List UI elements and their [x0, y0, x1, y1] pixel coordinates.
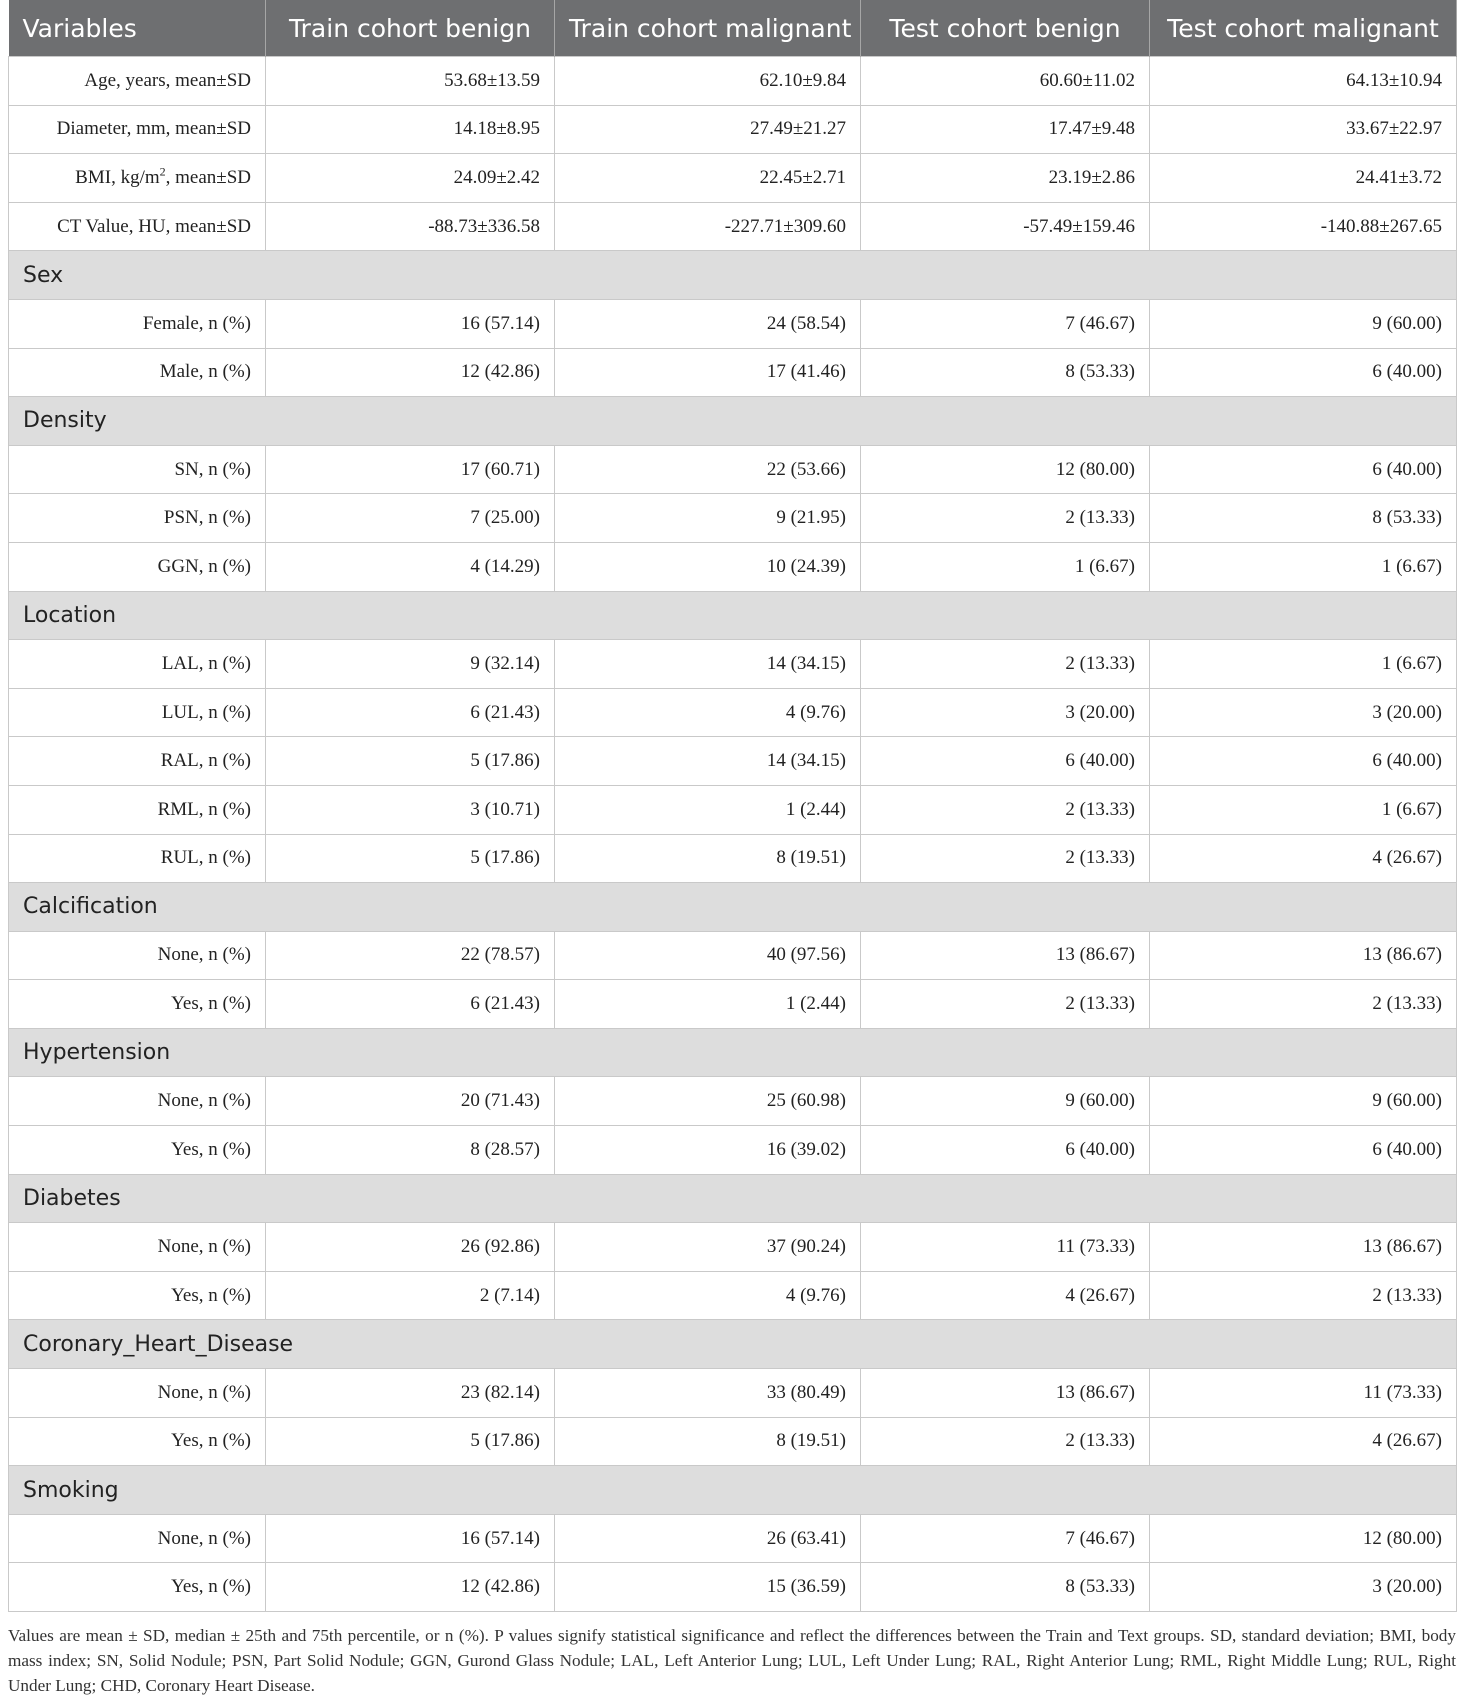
- cell: 4 (26.67): [1150, 834, 1457, 883]
- table-row: [9, 154, 1457, 203]
- cell: 13 (86.67): [1150, 1223, 1457, 1272]
- cell: 4 (26.67): [1150, 1417, 1457, 1466]
- cell: 10 (24.39): [555, 542, 861, 591]
- table-row: [9, 1126, 1457, 1175]
- cohort-characteristics-table: [8, 0, 1457, 1612]
- cell: 4 (14.29): [266, 542, 555, 591]
- cell: 40 (97.56): [555, 931, 861, 980]
- cell: 2 (13.33): [861, 834, 1150, 883]
- cell: 4 (26.67): [861, 1271, 1150, 1320]
- bmi-label-pre: BMI, kg/m: [75, 166, 160, 188]
- table-row: [9, 931, 1457, 980]
- row-label: LUL, n (%): [9, 688, 266, 737]
- row-label: [9, 154, 266, 203]
- cell: 9 (60.00): [861, 1077, 1150, 1126]
- section-header-row: [9, 1174, 1457, 1223]
- row-label: RML, n (%): [9, 785, 266, 834]
- cell: 2 (13.33): [861, 1417, 1150, 1466]
- header-train-benign: Train cohort benign: [266, 0, 555, 57]
- cell: 2 (13.33): [861, 494, 1150, 543]
- table-row: [9, 1369, 1457, 1418]
- cell: 33.67±22.97: [1150, 105, 1457, 154]
- row-label: None, n (%): [9, 1223, 266, 1272]
- section-title: Location: [9, 591, 1457, 640]
- table-row: [9, 1077, 1457, 1126]
- cell: 16 (57.14): [266, 1514, 555, 1563]
- table-body: [9, 57, 1457, 1612]
- table-row: [9, 542, 1457, 591]
- table-row: [9, 785, 1457, 834]
- row-label: Yes, n (%): [9, 1417, 266, 1466]
- cell: 14 (34.15): [555, 737, 861, 786]
- table-row: [9, 1514, 1457, 1563]
- cell: 23 (82.14): [266, 1369, 555, 1418]
- header-variables: Variables: [9, 0, 266, 57]
- table-row: [9, 640, 1457, 689]
- cell: 2 (13.33): [1150, 1271, 1457, 1320]
- cell: 12 (80.00): [861, 445, 1150, 494]
- table-row: [9, 105, 1457, 154]
- table-row: [9, 980, 1457, 1029]
- row-label: CT Value, HU, mean±SD: [9, 202, 266, 251]
- table-row: [9, 299, 1457, 348]
- cell: 6 (40.00): [1150, 348, 1457, 397]
- cell: 5 (17.86): [266, 1417, 555, 1466]
- section-header-row: [9, 397, 1457, 446]
- row-label: None, n (%): [9, 1514, 266, 1563]
- cell: 1 (6.67): [1150, 785, 1457, 834]
- cell: 1 (6.67): [1150, 640, 1457, 689]
- cell: 8 (28.57): [266, 1126, 555, 1175]
- cell: 53.68±13.59: [266, 57, 555, 106]
- cell: 26 (63.41): [555, 1514, 861, 1563]
- cell: 6 (40.00): [861, 1126, 1150, 1175]
- cell: -227.71±309.60: [555, 202, 861, 251]
- cell: -140.88±267.65: [1150, 202, 1457, 251]
- cell: 12 (42.86): [266, 1563, 555, 1612]
- cell: 13 (86.67): [861, 931, 1150, 980]
- cell: -88.73±336.58: [266, 202, 555, 251]
- row-label: Diameter, mm, mean±SD: [9, 105, 266, 154]
- cell: 22 (53.66): [555, 445, 861, 494]
- cell: 8 (19.51): [555, 834, 861, 883]
- cell: 17 (41.46): [555, 348, 861, 397]
- cell: 64.13±10.94: [1150, 57, 1457, 106]
- cell: 26 (92.86): [266, 1223, 555, 1272]
- cell: -57.49±159.46: [861, 202, 1150, 251]
- row-label: LAL, n (%): [9, 640, 266, 689]
- header-test-benign: Test cohort benign: [861, 0, 1150, 57]
- cell: 8 (53.33): [1150, 494, 1457, 543]
- row-label: RUL, n (%): [9, 834, 266, 883]
- cell: 13 (86.67): [861, 1369, 1150, 1418]
- row-label: Yes, n (%): [9, 1563, 266, 1612]
- cell: 13 (86.67): [1150, 931, 1457, 980]
- cell: 1 (6.67): [861, 542, 1150, 591]
- bmi-label-post: , mean±SD: [165, 166, 251, 188]
- cell: 4 (9.76): [555, 688, 861, 737]
- bmi-label-sup: 2: [159, 164, 166, 179]
- row-label: Yes, n (%): [9, 980, 266, 1029]
- cell: 2 (13.33): [861, 785, 1150, 834]
- cell: 17 (60.71): [266, 445, 555, 494]
- table-row: [9, 1223, 1457, 1272]
- cell: 6 (40.00): [1150, 1126, 1457, 1175]
- cell: 9 (32.14): [266, 640, 555, 689]
- cell: 11 (73.33): [861, 1223, 1150, 1272]
- section-title: Sex: [9, 251, 1457, 300]
- cell: 4 (9.76): [555, 1271, 861, 1320]
- header-test-malignant: Test cohort malignant: [1150, 0, 1457, 57]
- cell: 24 (58.54): [555, 299, 861, 348]
- section-title: Hypertension: [9, 1028, 1457, 1077]
- section-title: Coronary_Heart_Disease: [9, 1320, 1457, 1369]
- cell: 12 (80.00): [1150, 1514, 1457, 1563]
- table-row: [9, 1417, 1457, 1466]
- section-title: Smoking: [9, 1466, 1457, 1515]
- cell: 11 (73.33): [1150, 1369, 1457, 1418]
- section-header-row: [9, 1466, 1457, 1515]
- cell: 9 (60.00): [1150, 1077, 1457, 1126]
- table-row: [9, 688, 1457, 737]
- section-header-row: [9, 591, 1457, 640]
- cell: 16 (57.14): [266, 299, 555, 348]
- row-label: GGN, n (%): [9, 542, 266, 591]
- row-label: Yes, n (%): [9, 1271, 266, 1320]
- cell: 2 (13.33): [861, 640, 1150, 689]
- row-label: SN, n (%): [9, 445, 266, 494]
- cell: 6 (40.00): [1150, 737, 1457, 786]
- cell: 7 (46.67): [861, 299, 1150, 348]
- section-title: Calcification: [9, 883, 1457, 932]
- section-title: Density: [9, 397, 1457, 446]
- table-row: [9, 737, 1457, 786]
- row-label: None, n (%): [9, 1077, 266, 1126]
- table-row: [9, 1563, 1457, 1612]
- cell: 8 (19.51): [555, 1417, 861, 1466]
- section-header-row: [9, 1028, 1457, 1077]
- cell: 6 (40.00): [861, 737, 1150, 786]
- cell: 2 (13.33): [1150, 980, 1457, 1029]
- cell: 9 (21.95): [555, 494, 861, 543]
- table-row: [9, 348, 1457, 397]
- table-row: [9, 202, 1457, 251]
- header-train-malignant: Train cohort malignant: [555, 0, 861, 57]
- cell: 22 (78.57): [266, 931, 555, 980]
- table-row: [9, 494, 1457, 543]
- cell: 6 (40.00): [1150, 445, 1457, 494]
- cell: 24.41±3.72: [1150, 154, 1457, 203]
- cell: 22.45±2.71: [555, 154, 861, 203]
- cell: 8 (53.33): [861, 1563, 1150, 1612]
- table-row: [9, 445, 1457, 494]
- row-label: None, n (%): [9, 931, 266, 980]
- cell: 15 (36.59): [555, 1563, 861, 1612]
- section-header-row: [9, 1320, 1457, 1369]
- cell: 16 (39.02): [555, 1126, 861, 1175]
- row-label: Female, n (%): [9, 299, 266, 348]
- section-header-row: [9, 883, 1457, 932]
- cell: 2 (13.33): [861, 980, 1150, 1029]
- cell: 3 (10.71): [266, 785, 555, 834]
- header-row: [9, 0, 1457, 57]
- cell: 25 (60.98): [555, 1077, 861, 1126]
- table-row: [9, 834, 1457, 883]
- table-row: [9, 57, 1457, 106]
- cell: 33 (80.49): [555, 1369, 861, 1418]
- cell: 5 (17.86): [266, 834, 555, 883]
- cell: 6 (21.43): [266, 688, 555, 737]
- cell: 24.09±2.42: [266, 154, 555, 203]
- row-label: Age, years, mean±SD: [9, 57, 266, 106]
- cell: 3 (20.00): [1150, 1563, 1457, 1612]
- cell: 20 (71.43): [266, 1077, 555, 1126]
- cell: 7 (46.67): [861, 1514, 1150, 1563]
- cell: 5 (17.86): [266, 737, 555, 786]
- section-title: Diabetes: [9, 1174, 1457, 1223]
- row-label: Male, n (%): [9, 348, 266, 397]
- row-label: PSN, n (%): [9, 494, 266, 543]
- table-row: [9, 1271, 1457, 1320]
- cell: 37 (90.24): [555, 1223, 861, 1272]
- table-container: [8, 0, 1456, 1612]
- table-footnote: Values are mean ± SD, median ± 25th and 75th percentile, or n (%). P values signify statistical significance and reflect the differences between the Train and Text groups. SD, standard deviation; BMI, body mass index; SN, Solid Nodule; PSN, Part Solid Nodule; GGN, Gurond Glass Nodule; LAL, Left Anterior Lung; LUL, Left Under Lung; RAL, Right Anterior Lung; RML, Right Middle Lung; RUL, Right Under Lung; CHD, Coronary Heart Disease.: [8, 1626, 1456, 1695]
- cell: 14.18±8.95: [266, 105, 555, 154]
- cell: 17.47±9.48: [861, 105, 1150, 154]
- cell: 8 (53.33): [861, 348, 1150, 397]
- cell: 1 (6.67): [1150, 542, 1457, 591]
- row-label: None, n (%): [9, 1369, 266, 1418]
- cell: 3 (20.00): [1150, 688, 1457, 737]
- cell: 60.60±11.02: [861, 57, 1150, 106]
- cell: 14 (34.15): [555, 640, 861, 689]
- cell: 3 (20.00): [861, 688, 1150, 737]
- cell: 7 (25.00): [266, 494, 555, 543]
- cell: 62.10±9.84: [555, 57, 861, 106]
- cell: 27.49±21.27: [555, 105, 861, 154]
- cell: 1 (2.44): [555, 980, 861, 1029]
- row-label: RAL, n (%): [9, 737, 266, 786]
- section-header-row: [9, 251, 1457, 300]
- cell: 6 (21.43): [266, 980, 555, 1029]
- cell: 12 (42.86): [266, 348, 555, 397]
- row-label: Yes, n (%): [9, 1126, 266, 1175]
- cell: 1 (2.44): [555, 785, 861, 834]
- cell: 2 (7.14): [266, 1271, 555, 1320]
- cell: 23.19±2.86: [861, 154, 1150, 203]
- cell: 9 (60.00): [1150, 299, 1457, 348]
